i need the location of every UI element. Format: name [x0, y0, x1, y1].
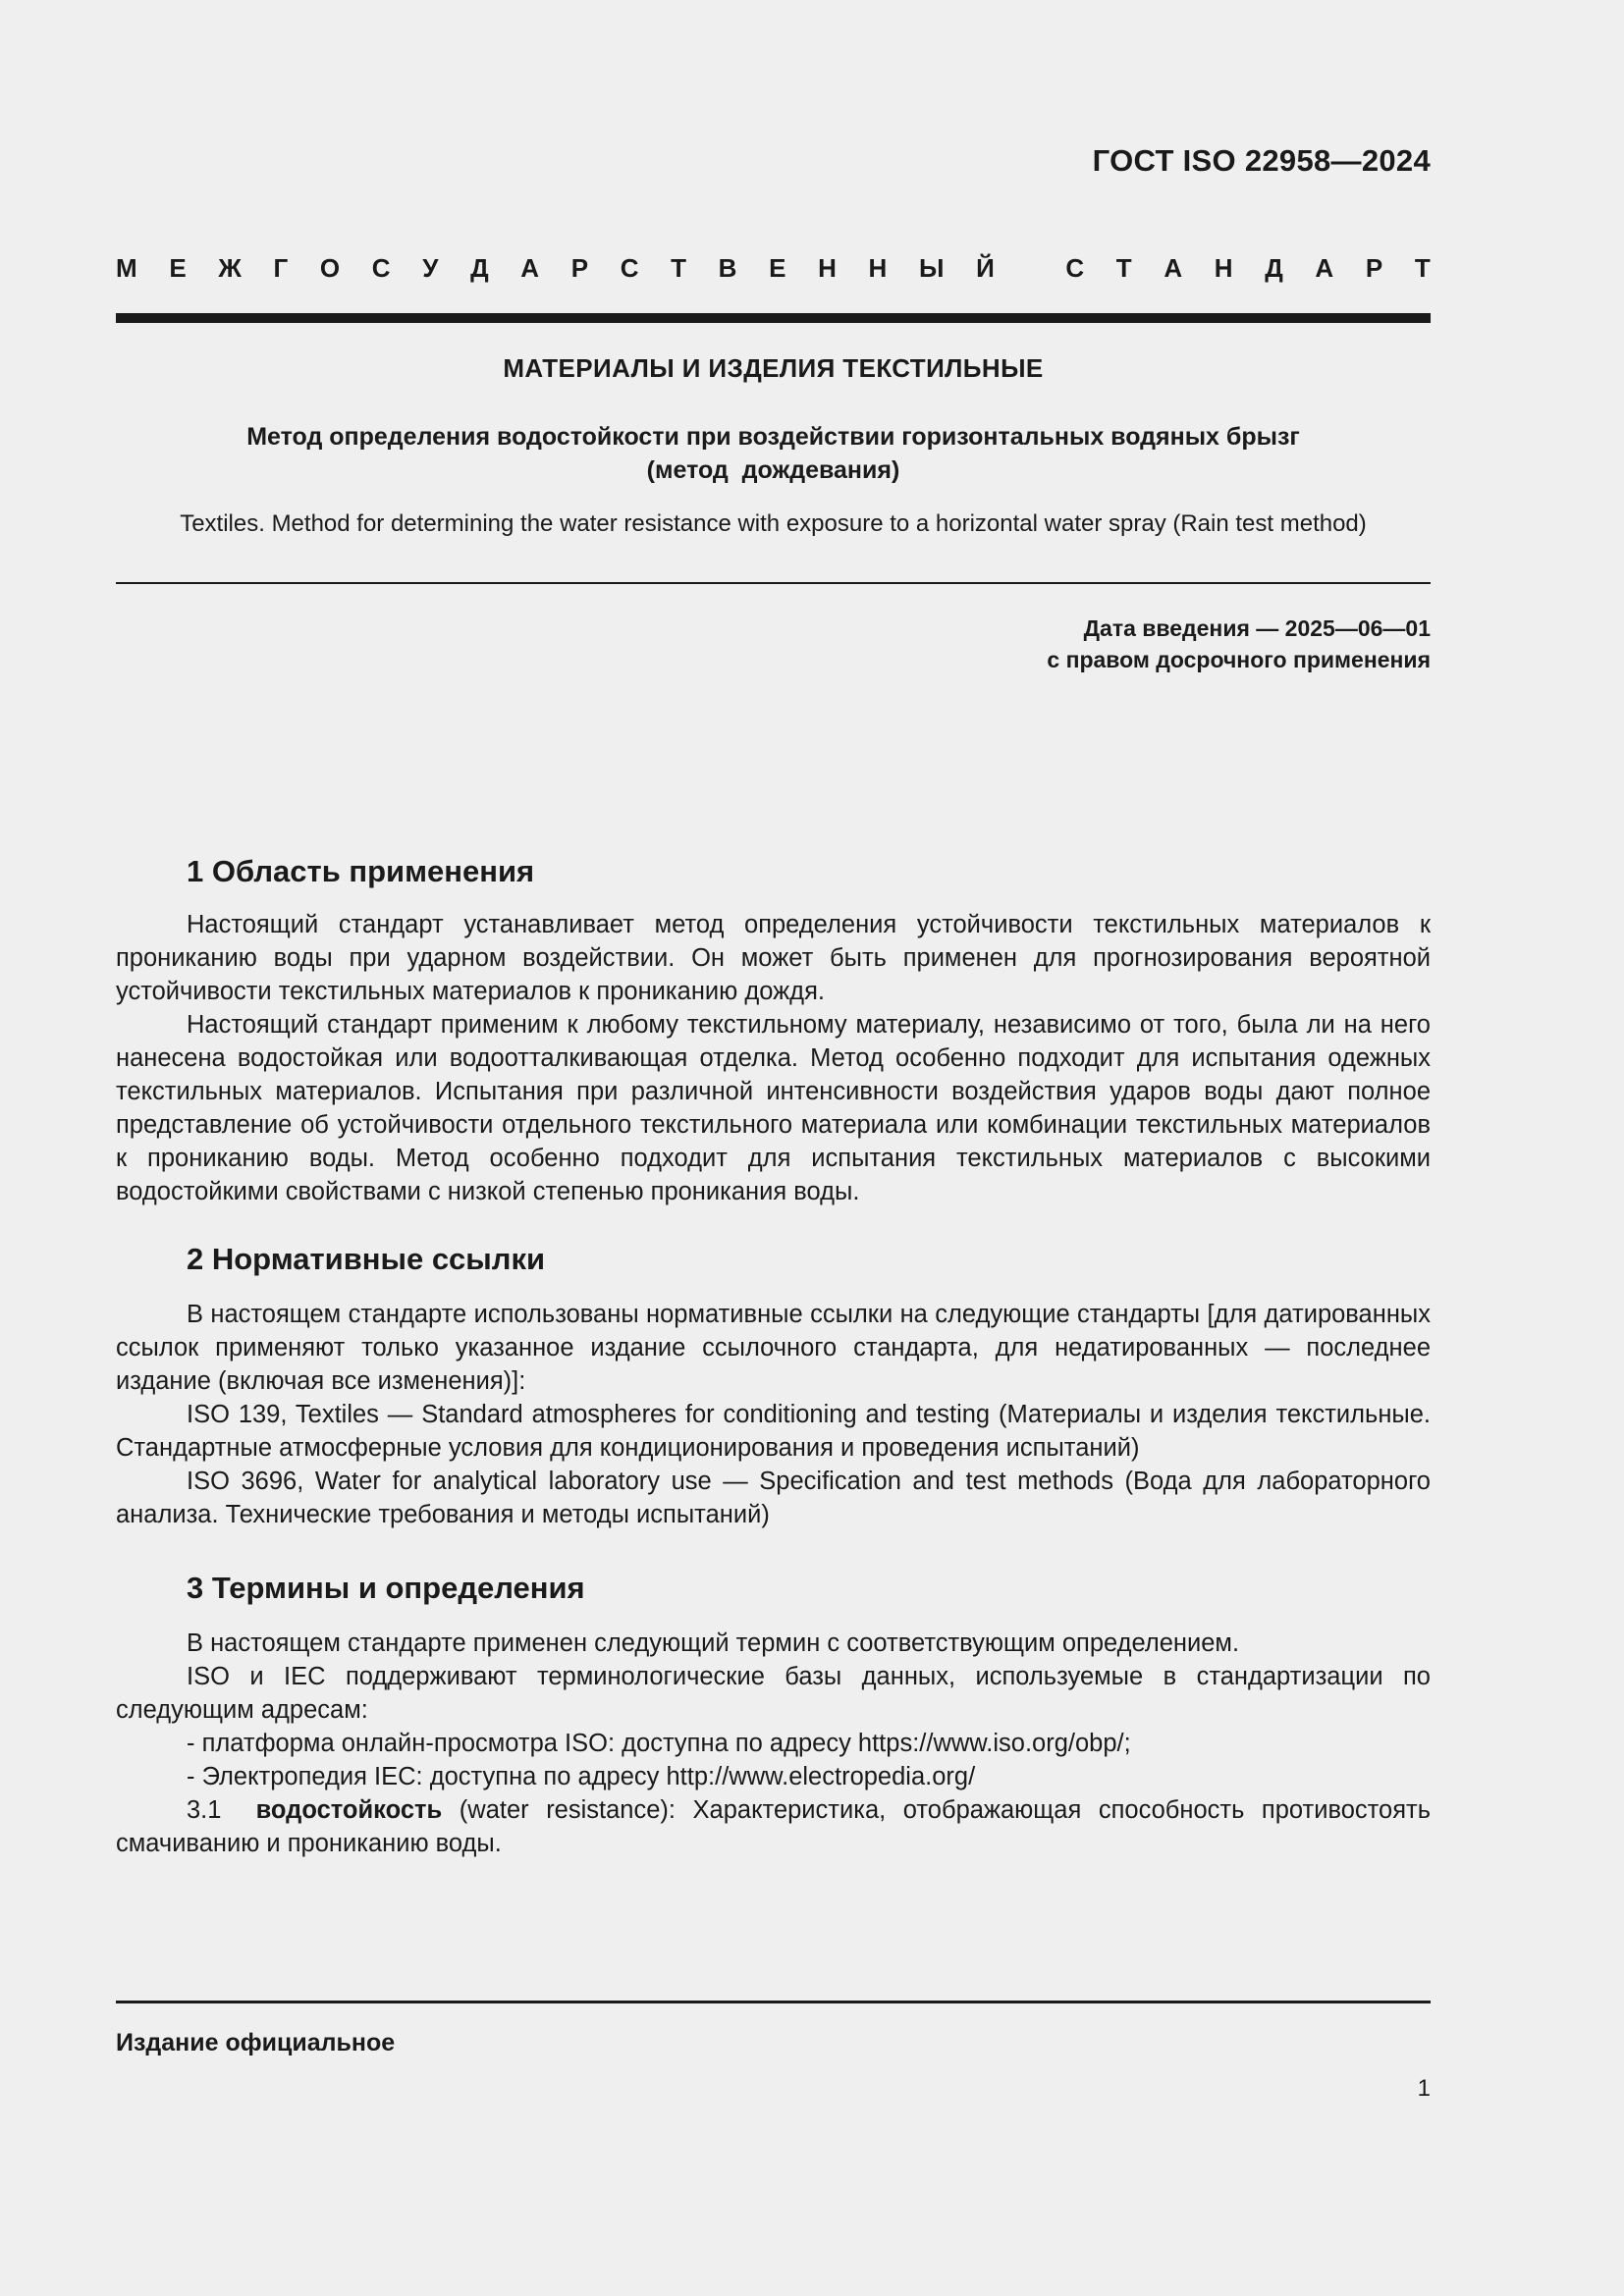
banner-letter: Д: [1265, 253, 1283, 283]
banner-letter: Ж: [218, 253, 242, 283]
banner-letter: М: [116, 253, 137, 283]
footer-divider: [116, 2001, 1431, 2003]
section-2-paragraph-1: В настоящем стандарте использованы нормативные ссылки на следующие стандарты [для датированных ссылок применяют только указанное издание ссылочного стандарта, для недатированных — последнее издание (включая все изменения)]:: [116, 1301, 1431, 1395]
section-2-heading: 2 Нормативные ссылки: [187, 1242, 546, 1276]
early-application-note: с правом досрочного применения: [1047, 647, 1431, 672]
section-2-body: [116, 1298, 1431, 1531]
banner-letter: Т: [671, 253, 687, 283]
section-3-paragraph-2: ISO и IEC поддерживают терминологические базы данных, используемые в стандартизации по следующим адресам:: [116, 1663, 1431, 1724]
banner-letter: Т: [1115, 253, 1132, 283]
title-divider: [116, 582, 1431, 584]
section-3-heading: 3 Термины и определения: [187, 1571, 585, 1605]
term-name: водостойкость: [255, 1796, 443, 1824]
banner-letter: Н: [1214, 253, 1233, 283]
document-subtitle: [116, 420, 1431, 487]
document-number: ГОСТ ISO 22958—2024: [1092, 143, 1431, 178]
section-1-paragraph-2: Настоящий стандарт применим к любому текстильному материалу, независимо от того, была ли на него нанесена водостойкая или водоотталкивающая отделка. Метод особенно подходит для испытания одежных текстильных материалов. Испытания при различной интенсивности воздействия ударов воды дают полное представление об устойчивости отдельного текстильного материала или комбинации текстильных материалов к прониканию воды. Метод особенно подходит для испытания текстильных материалов с высокими водостойкими свойствами с низкой степенью проникания воды.: [116, 1011, 1431, 1205]
banner-letter: Н: [818, 253, 837, 283]
banner-letter: А: [1315, 253, 1334, 283]
banner-letter: Р: [1365, 253, 1383, 283]
banner-letter: Р: [570, 253, 589, 283]
english-title: Textiles. Method for determining the water resistance with exposure to a horizontal water spray (Rain test method): [180, 510, 1367, 537]
subtitle-line-1: Метод определения водостойкости при воздействии горизонтальных водяных брызг: [246, 423, 1300, 451]
header-thick-rule: [116, 313, 1431, 323]
introduction-date-block: [1047, 613, 1431, 675]
section-2-reference-iso3696: ISO 3696, Water for analytical laboratory use — Specification and test methods (Вода для лабораторного анализа. Технические требования и методы испытаний): [116, 1468, 1431, 1528]
banner-letter: Н: [868, 253, 888, 283]
banner-letter: Й: [976, 253, 995, 283]
banner-letter: В: [718, 253, 737, 283]
banner-letter: А: [520, 253, 540, 283]
banner-letter: С: [371, 253, 391, 283]
document-title: МАТЕРИАЛЫ И ИЗДЕЛИЯ ТЕКСТИЛЬНЫЕ: [503, 353, 1044, 383]
official-edition-label: Издание официальное: [116, 2029, 396, 2056]
banner-letter: С: [1065, 253, 1085, 283]
standard-banner: [116, 253, 1431, 284]
banner-word-gap: [1026, 253, 1033, 284]
banner-letter: О: [319, 253, 341, 283]
section-3-body: [116, 1627, 1431, 1860]
introduction-date: Дата введения — 2025—06—01: [1083, 615, 1431, 641]
banner-letter: У: [422, 253, 439, 283]
term-number: 3.1: [187, 1796, 222, 1824]
section-2-reference-iso139: ISO 139, Textiles — Standard atmospheres for conditioning and testing (Материалы и изделия текстильные. Стандартные атмосферные условия для кондиционирования и проведения испытаний): [116, 1401, 1431, 1462]
page-number: 1: [1417, 2075, 1431, 2102]
banner-letter: С: [620, 253, 639, 283]
banner-letter: Г: [273, 253, 289, 283]
section-1-heading: 1 Область применения: [187, 854, 535, 888]
section-1-body: [116, 908, 1431, 1208]
banner-letter: А: [1164, 253, 1183, 283]
section-3-paragraph-1: В настоящем стандарте применен следующий термин с соответствующим определением.: [187, 1629, 1240, 1657]
term-definition-text: (water resistance): Характеристика, отображающая способность противостоять смачиванию и прониканию воды.: [116, 1796, 1432, 1857]
banner-letter: Д: [470, 253, 489, 283]
section-1-paragraph-1: Настоящий стандарт устанавливает метод определения устойчивости текстильных материалов к прониканию воды при ударном воздействии. Он может быть применен для прогнозирования вероятной устойчивости текстильных материалов к прониканию дождя.: [116, 911, 1431, 1005]
list-item-iso-obp: - платформа онлайн-просмотра ISO: доступна по адресу https://www.iso.org/obp/;: [187, 1730, 1131, 1757]
term-definition: [116, 1793, 1431, 1860]
banner-letter: Е: [769, 253, 786, 283]
banner-letter: Ы: [918, 253, 945, 283]
list-item-iec-electropedia: - Электропедия IEC: доступна по адресу http://www.electropedia.org/: [187, 1763, 976, 1790]
subtitle-line-2: (метод дождевания): [646, 456, 900, 484]
banner-letter: Т: [1414, 253, 1431, 283]
banner-letter: Е: [169, 253, 187, 283]
